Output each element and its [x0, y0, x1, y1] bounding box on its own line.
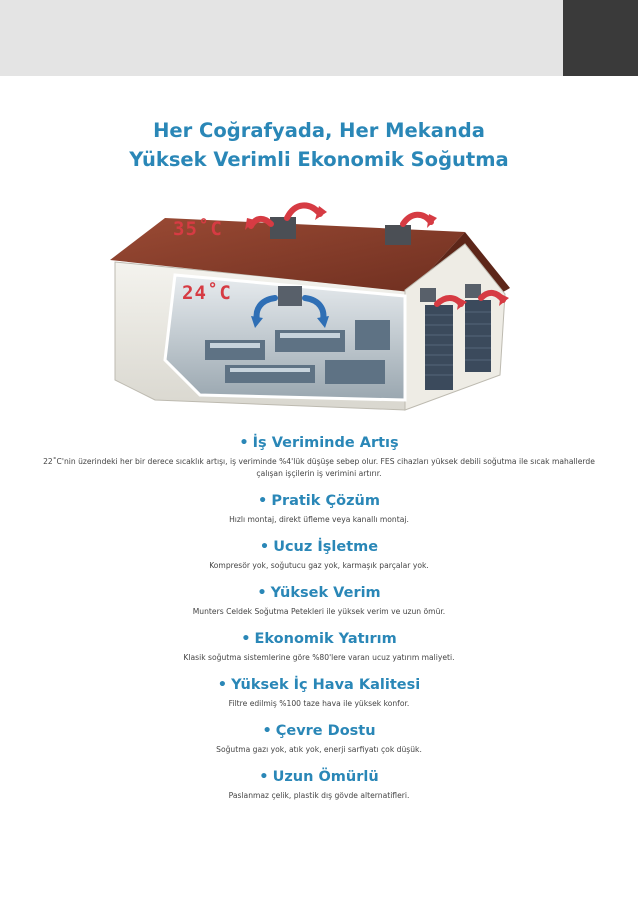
feature-item-investment — [30, 628, 608, 664]
feature-title: Yüksek Verim — [270, 585, 381, 601]
outside-temperature: 35˚C — [173, 218, 223, 240]
feature-title: Ekonomik Yatırım — [254, 631, 397, 647]
bullet-icon: • — [259, 539, 270, 555]
feature-description: Filtre edilmiş %100 taze hava ile yüksek konfor. — [228, 699, 410, 708]
wall-cooler-end-1 — [420, 288, 436, 302]
feature-item-eco-friendly — [30, 720, 608, 756]
top-banner-corner — [563, 0, 638, 76]
feature-description: Munters Celdek Soğutma Petekleri ile yüksek verim ve uzun ömür. — [192, 607, 446, 616]
wall-cooler-inside — [278, 286, 302, 306]
headline-line-2: Yüksek Verimli Ekonomik Soğutma — [129, 148, 509, 171]
bullet-icon: • — [217, 677, 228, 693]
feature-description: Kompresör yok, soğutucu gaz yok, karmaşık parçalar yok. — [209, 561, 429, 570]
roof-cooler-right — [385, 225, 411, 245]
feature-title: İş Veriminde Artış — [252, 435, 399, 451]
feature-item-efficiency — [30, 582, 608, 618]
door-left — [425, 305, 453, 390]
bullet-icon: • — [257, 585, 267, 601]
feature-list — [30, 432, 608, 812]
feature-description: Hızlı montaj, direkt üfleme veya kanallı montaj. — [229, 515, 409, 524]
roof-cooler-left — [270, 217, 296, 239]
feature-title: Uzun Ömürlü — [272, 769, 379, 785]
bullet-icon: • — [239, 435, 249, 451]
bullet-icon: • — [259, 769, 269, 785]
factory-illustration — [105, 200, 535, 415]
feature-item-cheap-operation — [30, 536, 608, 572]
feature-item-long-life — [30, 766, 608, 802]
feature-description: Klasik soğutma sistemlerine göre %80'lere varan ucuz yatırım maliyeti. — [183, 653, 455, 662]
bullet-icon: • — [258, 493, 268, 509]
feature-item-air-quality — [30, 674, 608, 710]
factory-building-graphic — [105, 200, 535, 415]
bullet-icon: • — [241, 631, 251, 647]
feature-description: Soğutma gazı yok, atık yok, enerji sarfiyatı çok düşük. — [216, 745, 422, 754]
headline-line-1: Her Coğrafyada, Her Mekanda — [153, 119, 485, 142]
hot-air-arrow-1 — [287, 205, 320, 218]
wall-cooler-end-2 — [465, 284, 481, 298]
feature-title: Pratik Çözüm — [271, 493, 380, 509]
feature-item-productivity — [30, 432, 608, 480]
feature-description: Paslanmaz çelik, plastik dış gövde alternatifleri. — [228, 791, 410, 800]
feature-title: Yüksek İç Hava Kalitesi — [231, 677, 421, 693]
feature-title: Ucuz İşletme — [273, 539, 379, 555]
feature-item-practical — [30, 490, 608, 526]
feature-title: Çevre Dostu — [275, 723, 376, 739]
top-banner — [0, 0, 638, 76]
inside-temperature: 24˚C — [182, 282, 232, 304]
page-headline — [0, 116, 638, 174]
bullet-icon: • — [262, 723, 272, 739]
feature-description: 22˚C'nin üzerindeki her bir derece sıcaklık artışı, iş veriminde %4'lük düşüşe sebep olur. FES cihazları yüksek debili soğutma ile sıcak mahallerde çalışan işçilerin iş verimini artırır. — [43, 457, 595, 478]
hot-air-arrow-3 — [403, 215, 431, 224]
